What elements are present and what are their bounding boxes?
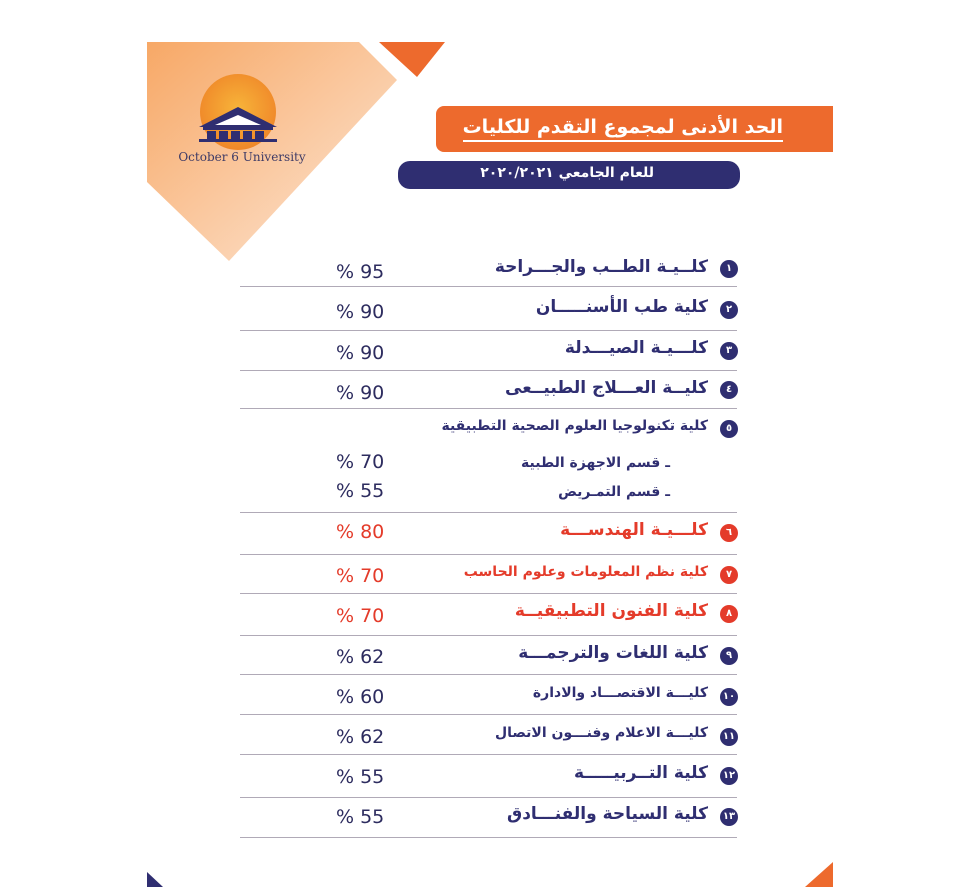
faculty-number: ١٠: [720, 688, 738, 706]
faculty-number: ٧: [720, 566, 738, 584]
row-divider: [240, 754, 737, 755]
faculty-percent: % 62: [336, 646, 385, 668]
row-divider: [240, 330, 737, 331]
department-percent: % 55: [336, 480, 385, 502]
faculty-percent: % 70: [336, 565, 385, 587]
faculty-name: كلية السياحة والفنـــادق: [507, 804, 708, 824]
faculty-name: كلية طب الأسنـــــان: [535, 297, 708, 317]
department-name: ـ قسم التمـريض: [558, 484, 670, 500]
corner-triangle-right: [805, 862, 833, 887]
faculty-name: كلية نظم المعلومات وعلوم الحاسب: [463, 564, 708, 580]
faculty-name: كلية اللغات والترجمـــة: [518, 643, 708, 663]
faculty-percent: % 80: [336, 521, 385, 543]
faculty-percent: % 90: [336, 342, 385, 364]
row-divider: [240, 370, 737, 371]
row-divider: [240, 593, 737, 594]
faculty-number: ٢: [720, 301, 738, 319]
title-banner: [436, 106, 833, 152]
row-divider: [240, 714, 737, 715]
row-divider: [240, 635, 737, 636]
faculty-percent: % 55: [336, 806, 385, 828]
row-divider: [240, 837, 737, 838]
faculty-number: ٣: [720, 342, 738, 360]
faculty-name: كلــيـة الطــب والجـــراحة: [494, 257, 708, 277]
faculty-name: كليــة العـــلاج الطبيــعى: [505, 378, 708, 398]
faculty-number: ٤: [720, 381, 738, 399]
department-percent: % 70: [336, 451, 385, 473]
faculty-number: ١: [720, 260, 738, 278]
faculty-name: كلـــيـة الهندســـة: [560, 520, 708, 540]
faculty-name: كليـــة الاقتصـــاد والادارة: [532, 685, 708, 701]
corner-triangle-left: [147, 872, 163, 887]
faculty-name: كلية تكنولوجيا العلوم الصحية التطبيقية: [441, 418, 708, 434]
faculty-number: ١١: [720, 728, 738, 746]
university-logo-building: [197, 105, 279, 143]
row-divider: [240, 286, 737, 287]
faculty-percent: % 95: [336, 261, 385, 283]
year-banner: [398, 161, 740, 189]
page-title: الحد الأدنى لمجموع التقدم للكليات: [463, 116, 783, 142]
faculty-name: كلـــيـة الصيـــدلة: [564, 338, 708, 358]
faculty-percent: % 55: [336, 766, 385, 788]
row-divider: [240, 797, 737, 798]
row-divider: [240, 674, 737, 675]
row-divider: [240, 554, 737, 555]
department-name: ـ قسم الاجهزة الطبية: [521, 455, 670, 471]
row-divider: [240, 408, 737, 409]
faculty-name: كليـــة الاعلام وفنـــون الاتصال: [494, 725, 708, 741]
faculty-number: ٥: [720, 420, 738, 438]
faculty-name: كلية التــربيـــــة: [573, 763, 708, 783]
faculty-percent: % 62: [336, 726, 385, 748]
faculty-number: ١٢: [720, 767, 738, 785]
faculty-name: كلية الفنون التطبيقيــة: [514, 601, 708, 621]
faculty-percent: % 70: [336, 605, 385, 627]
row-divider: [240, 512, 737, 513]
faculty-percent: % 90: [336, 382, 385, 404]
university-name: October 6 University: [178, 150, 306, 164]
faculty-number: ٨: [720, 605, 738, 623]
faculty-percent: % 60: [336, 686, 385, 708]
faculty-number: ٩: [720, 647, 738, 665]
faculty-number: ١٣: [720, 808, 738, 826]
academic-year: للعام الجامعي ٢٠٢٠/٢٠٢١: [480, 165, 654, 181]
faculty-number: ٦: [720, 524, 738, 542]
faculty-percent: % 90: [336, 301, 385, 323]
